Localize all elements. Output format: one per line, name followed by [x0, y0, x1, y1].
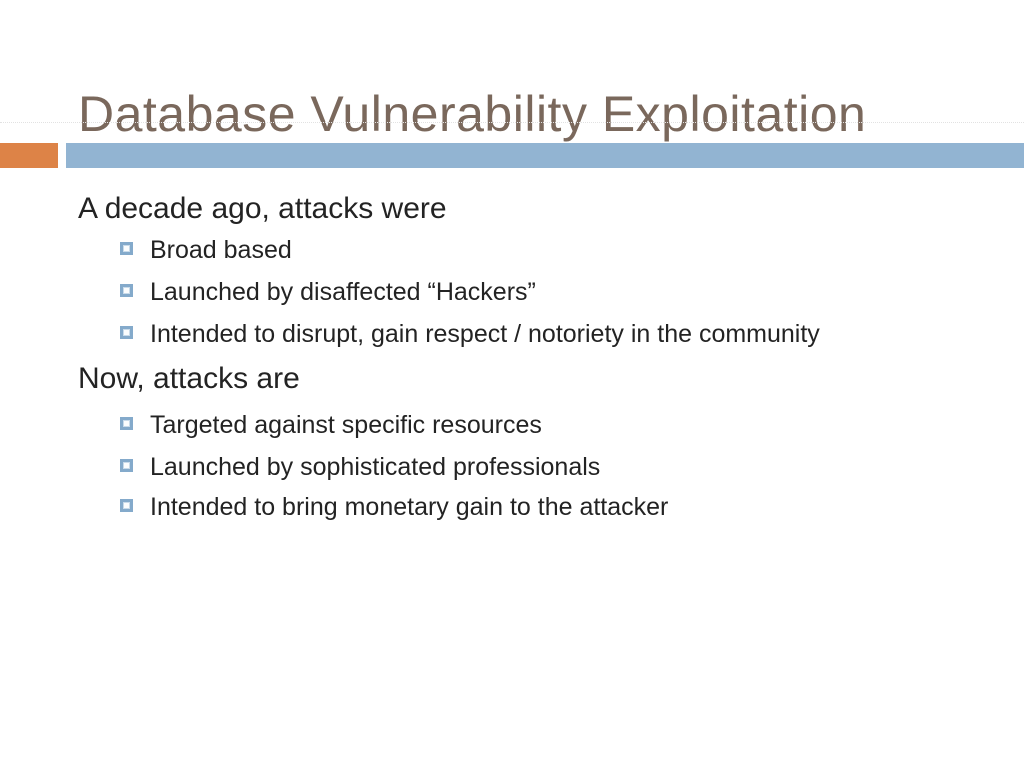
list-item	[120, 238, 292, 263]
accent-bar-blue	[66, 143, 1024, 168]
accent-bar-orange	[0, 143, 58, 168]
square-bullet-icon	[120, 326, 133, 339]
section-heading-past-attacks: A decade ago, attacks were	[78, 192, 447, 225]
list-item	[120, 455, 600, 480]
square-bullet-icon	[120, 417, 133, 430]
bullet-text: Broad based	[150, 236, 292, 264]
bullet-text: Intended to disrupt, gain respect / notoriety in the community	[150, 320, 820, 348]
square-bullet-icon	[120, 459, 133, 472]
bullet-text: Targeted against specific resources	[150, 411, 542, 439]
title-divider-line	[0, 122, 1024, 123]
slide-title: Database Vulnerability Exploitation	[78, 85, 867, 142]
bullet-text: Launched by disaffected “Hackers”	[150, 278, 536, 306]
bullet-text: Intended to bring monetary gain to the attacker	[150, 493, 669, 521]
section-heading-current-attacks: Now, attacks are	[78, 362, 300, 395]
list-item	[120, 413, 542, 438]
square-bullet-icon	[120, 242, 133, 255]
list-item	[120, 280, 536, 305]
bullet-text: Launched by sophisticated professionals	[150, 453, 601, 481]
list-item	[120, 322, 820, 347]
square-bullet-icon	[120, 499, 133, 512]
square-bullet-icon	[120, 284, 133, 297]
list-item	[120, 495, 668, 520]
